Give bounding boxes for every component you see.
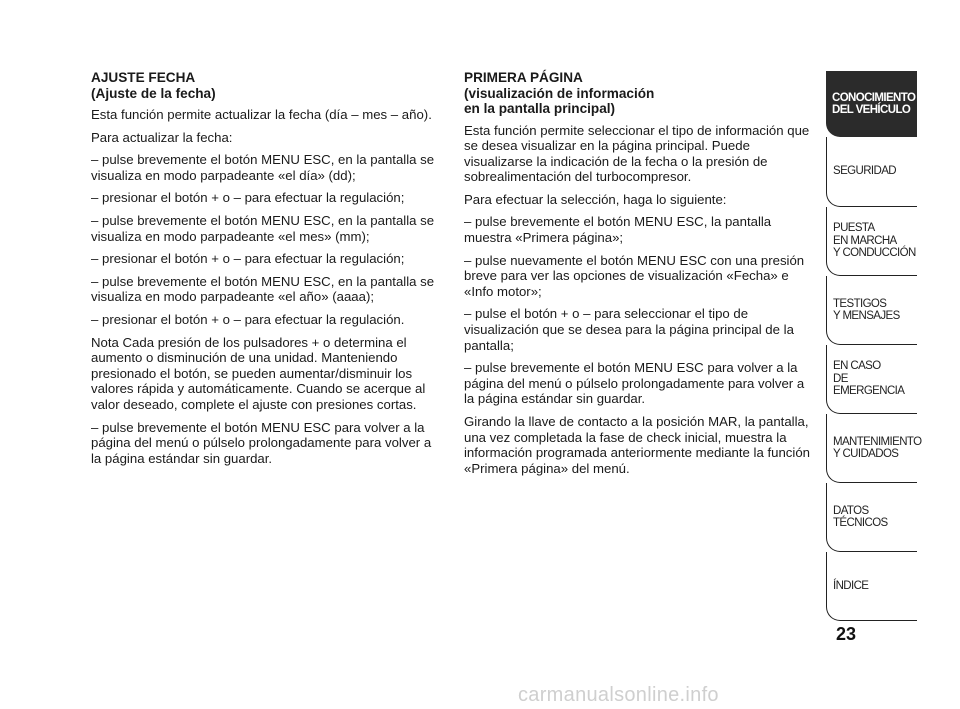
chapter-tab-testigos-y-mensajes[interactable]: [826, 276, 917, 345]
chapter-tab-en-caso-de-emergencia[interactable]: [826, 345, 917, 414]
body-paragraph: Para actualizar la fecha:: [91, 129, 233, 145]
chapter-tab-label-line: CONOCIMIENTO: [832, 91, 916, 104]
chapter-tab-label-line: DE EMERGENCIA: [833, 372, 905, 398]
right-column: [464, 70, 814, 483]
body-paragraph: Girando la llave de contacto a la posición MAR, la pantalla, una vez completada la fase de check inicial, muestra la información programada anteriormente mediante la función «Primera página» del menú.: [464, 414, 810, 476]
chapter-tab-label: [833, 298, 900, 323]
chapter-tab-label: [833, 165, 896, 178]
chapter-tab-seguridad[interactable]: [826, 137, 917, 207]
chapter-tab-label: [833, 436, 921, 461]
body-paragraph: Esta función permite seleccionar el tipo de información que se desea visualizar en la página principal. Puede visualizarse la indicación de la fecha o la presión de sobrealimentación del turbocompresor.: [464, 122, 810, 185]
body-paragraph: – presionar el botón + o – para efectuar la regulación;: [91, 190, 405, 206]
body-paragraph: Esta función permite actualizar la fecha (día – mes – año).: [91, 107, 432, 122]
left-paragraphs: [91, 107, 441, 466]
body-paragraph: – pulse el botón + o – para seleccionar el tipo de visualización que se desea para la página principal de la pantalla;: [464, 306, 794, 353]
body-paragraph: – pulse brevemente el botón MENU ESC, la pantalla muestra «Primera página»;: [464, 214, 772, 246]
chapter-tab-label-line: SEGURIDAD: [833, 165, 896, 178]
left-column: [91, 70, 441, 473]
heading-line: PRIMERA PÁGINA: [464, 70, 583, 85]
watermark: carmanualsonline.info: [518, 684, 719, 706]
chapter-tab-label-line: MANTENIMIENTO: [833, 435, 922, 448]
chapter-tab-datos-técnicos[interactable]: [826, 483, 917, 552]
heading-line: AJUSTE FECHA: [91, 70, 196, 85]
chapter-tab-label: [833, 222, 916, 260]
chapter-tab-label: [833, 505, 917, 530]
section-heading-primera-pagina: [464, 70, 814, 117]
chapter-tab-label-line: ÍNDICE: [833, 579, 869, 592]
chapter-tab-índice[interactable]: [826, 552, 917, 621]
chapter-tab-label-line: EN MARCHA: [833, 234, 897, 247]
heading-line: (Ajuste de la fecha): [91, 85, 216, 101]
chapter-tab-label-line: EN CASO: [833, 360, 881, 373]
chapter-tab-conocimiento-del-vehículo[interactable]: [826, 71, 917, 137]
chapter-tab-label-line: DATOS TÉCNICOS: [833, 504, 888, 529]
chapter-tab-label-line: Y MENSAJES: [833, 310, 900, 322]
body-paragraph: Para efectuar la selección, haga lo siguiente:: [464, 191, 727, 207]
chapter-tab-label-line: Y CUIDADOS: [833, 448, 899, 460]
body-paragraph: – pulse brevemente el botón MENU ESC para volver a la página del menú o púlselo prolongadamente para volver a la página estándar sin guardar.: [91, 419, 432, 466]
heading-line: (visualización de información: [464, 85, 655, 101]
chapter-tab-label: [832, 92, 915, 117]
chapter-tab-label: [833, 580, 868, 593]
chapter-tab-label-line: Y CONDUCCIÓN: [833, 247, 916, 260]
chapter-tab-mantenimiento-y-cuidados[interactable]: [826, 414, 922, 483]
page-number: 23: [836, 624, 857, 644]
section-heading-ajuste-fecha: [91, 70, 441, 101]
body-paragraph: Nota Cada presión de los pulsadores + o determina el aumento o disminución de una unidad. Manteniendo presionado el botón, se pueden aumentar/disminuir los valores rápida y automáticamente. Cuando se acerque al valor deseado, complete el ajuste con presiones cortas.: [91, 334, 426, 412]
body-paragraph: – pulse brevemente el botón MENU ESC, en la pantalla se visualiza en modo parpadeante «el mes» (mm);: [91, 212, 435, 244]
body-paragraph: – pulse brevemente el botón MENU ESC, en la pantalla se visualiza en modo parpadeante «el día» (dd);: [91, 152, 435, 183]
chapter-tab-puesta-en-marcha-y-conducción[interactable]: [826, 207, 917, 276]
body-paragraph: – pulse brevemente el botón MENU ESC para volver a la página del menú o púlselo prolongadamente para volver a la página estándar sin guardar.: [464, 360, 805, 407]
heading-line: en la pantalla principal): [464, 101, 616, 116]
chapter-tab-label-line: PUESTA: [833, 222, 875, 235]
body-paragraph: – presionar el botón + o – para efectuar la regulación;: [91, 251, 405, 267]
body-paragraph: – pulse nuevamente el botón MENU ESC con una presión breve para ver las opciones de visualización «Fecha» e «Info motor»;: [464, 252, 805, 299]
chapter-tab-label-line: DEL VEHÍCULO: [832, 104, 911, 116]
right-paragraphs: [464, 123, 814, 477]
chapter-tabs: [826, 71, 922, 621]
chapter-tab-label-line: TESTIGOS: [833, 297, 887, 310]
chapter-tab-label: [833, 360, 917, 398]
body-paragraph: – presionar el botón + o – para efectuar la regulación.: [91, 311, 405, 327]
body-paragraph: – pulse brevemente el botón MENU ESC, en la pantalla se visualiza en modo parpadeante «el año» (aaaa);: [91, 273, 435, 305]
